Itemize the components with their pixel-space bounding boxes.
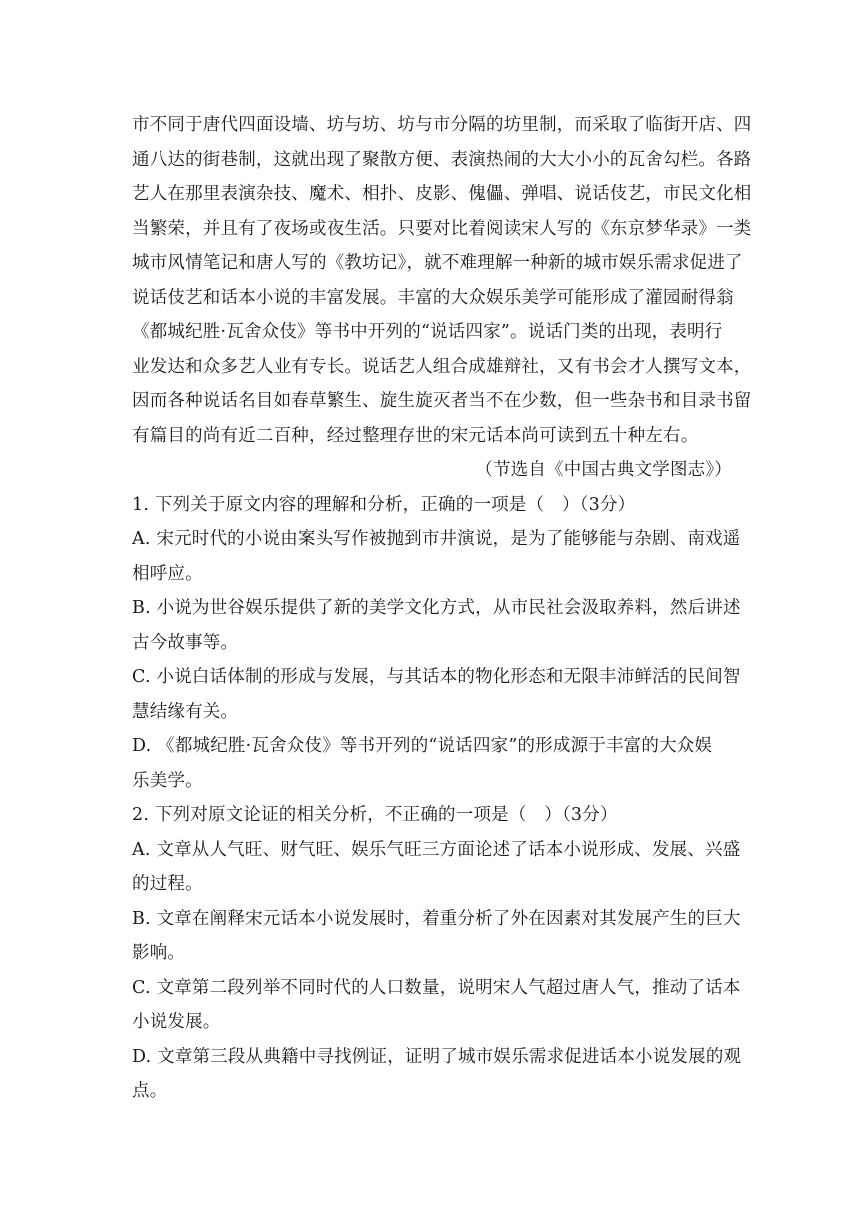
document-page	[132, 108, 752, 1109]
option-line: 小说发展。	[132, 1012, 221, 1032]
question-stem: 2. 下列对原文论证的相关分析，不正确的一项是（ ）（3分）	[132, 805, 618, 825]
passage	[132, 108, 752, 488]
option-a	[132, 522, 741, 591]
option-line: C. 小说白话体制的形成与发展，与其话本的物化形态和无限丰沛鲜活的民间智	[132, 667, 741, 687]
passage-line: 艺人在那里表演杂技、魔术、相扑、皮影、傀儡、弹唱、说话伎艺，市民文化相	[132, 184, 752, 204]
passage-line: 当繁荣，并且有了夜场或夜生活。只要对比着阅读宋人写的《东京梦华录》一类	[132, 218, 752, 239]
question-stem: 1. 下列关于原文内容的理解和分析，正确的一项是（ ）（3分）	[132, 494, 636, 515]
option-line: D. 《都城纪胜·瓦舍众伎》等书开列的“说话四家”的形成源于丰富的大众娱	[132, 736, 713, 756]
option-line: 的过程。	[132, 874, 203, 894]
passage-line: 通八达的街巷制，这就出现了聚散方便、表演热闹的大大小小的瓦舍勾栏。各路	[132, 149, 752, 170]
option-d	[132, 729, 732, 798]
option-line: A. 宋元时代的小说由案头写作被抛到市井演说，是为了能够能与杂剧、南戏遥	[132, 529, 741, 549]
passage-line: 城市风情笔记和唐人写的《教坊记》，就不难理解一种新的城市娱乐需求促进了	[132, 253, 743, 273]
passage-line: 《都城纪胜·瓦舍众伎》等书中开列的“说话四家”。说话门类的出现，表明行	[132, 322, 723, 342]
option-c	[132, 660, 741, 729]
passage-line: 因而各种说话名目如春草繁生、旋生旋灭者当不在少数，但一些杂书和目录书留	[132, 391, 752, 411]
passage-source: （节选自《中国古典文学图志》）	[475, 460, 732, 480]
option-a	[132, 833, 741, 902]
passage-line: 业发达和众多艺人业有专长。说话艺人组合成雄辩社，又有书会才人撰写文本，	[132, 356, 752, 377]
option-line: A. 文章从人气旺、财气旺、娱乐气旺三方面论述了话本小说形成、发展、兴盛	[132, 839, 741, 860]
passage-line: 市不同于唐代四面设墙、坊与坊、坊与市分隔的坊里制，而采取了临街开店、四	[132, 115, 752, 135]
option-line: 乐美学。	[132, 770, 203, 791]
option-line: C. 文章第二段列举不同时代的人口数量，说明宋人气超过唐人气，推动了话本	[132, 977, 741, 998]
question-1	[132, 488, 741, 799]
option-c	[132, 971, 741, 1040]
option-d	[132, 1040, 742, 1109]
option-line: B. 小说为世谷娱乐提供了新的美学文化方式，从市民社会汲取养料，然后讲述	[132, 598, 741, 618]
option-line: B. 文章在阐释宋元话本小说发展时，着重分析了外在因素对其发展产生的巨大	[132, 908, 741, 929]
question-2	[132, 798, 742, 1109]
option-line: 古今故事等。	[132, 632, 239, 653]
option-b	[132, 902, 741, 971]
passage-line: 有篇目的尚有近二百种，经过整理存世的宋元话本尚可读到五十种左右。	[132, 425, 699, 446]
option-line: 慧结缘有关。	[132, 701, 239, 722]
option-line: 点。	[132, 1081, 168, 1101]
option-line: 影响。	[132, 943, 186, 963]
passage-line: 说话伎艺和话本小说的丰富发展。丰富的大众娱乐美学可能形成了灌园耐得翁	[132, 287, 734, 308]
option-line: 相呼应。	[132, 563, 203, 584]
option-b	[132, 591, 741, 660]
option-line: D. 文章第三段从典籍中寻找例证，证明了城市娱乐需求促进话本小说发展的观	[132, 1046, 742, 1067]
